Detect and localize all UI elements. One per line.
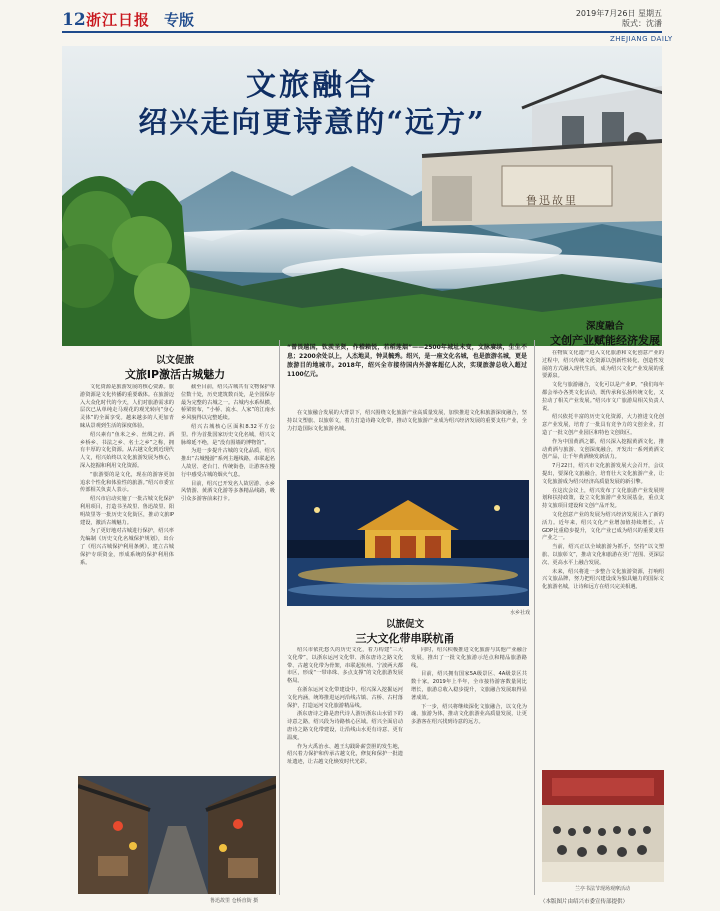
- middle-lead-2: [287, 410, 527, 434]
- hero-banner: [62, 46, 662, 346]
- paragraph: 在物质文化遗产进入文化旅游和文化创意产业的过程中，绍兴传统文化资源以创新性转化、创造性发展的方式融入现代生活，成为绍兴文化产业发展的重要源泉。: [542, 350, 664, 380]
- paragraph: 文化创意产业的发展为绍兴经济发展注入了新的活力。近年来，绍兴文化产业增加值持续增长，占GDP比重稳步提升，文化产业已成为绍兴的重要支柱产业之一。: [542, 511, 664, 542]
- right-kicker: 深度融合: [585, 321, 624, 332]
- masthead: [62, 8, 662, 30]
- left-photo-street: [78, 776, 276, 894]
- paragraph: 为进一步提升古城的文化品质，绍兴推出“古城慢游”系列主题线路，串联起名人故居、老台门、传统街巷，让游客在慢行中感受古城的烟火气息。: [181, 448, 275, 478]
- paragraph: 为了更好地对古城进行保护，绍兴率先编制《历史文化名城保护规划》，出台了《绍兴古城保护利用条例》，建立古城保护专项资金，形成系统的保护利用体系。: [80, 528, 174, 566]
- column-divider: [279, 340, 280, 895]
- paragraph: 文化资源是旅游发展的核心资源。旅游资源是文化传播的重要载体。在旅游迈入大众化时代的今天，人们对旅游需求的层次已从单纯走马观花的观光转向“身心灵体”的全面享受。越来越多的人更加青睐从景观到生活的深度体验。: [80, 384, 174, 429]
- section-label: 专版: [164, 11, 195, 29]
- photo-credit-note: （本版图片由绍兴市委宣传部提供）: [540, 899, 629, 905]
- middle-lead: “曾畏越国，钦羡圣贤，作稽赖悦，若稻莲烟”——2500年城址未变，文脉赓续，生生不息；2200余处以上，人杰地灵，钟灵毓秀。绍兴，是一座文化名城，也是旅游名城，更是旅游目的地城市。2018年，绍兴全市接待国内外游客超亿人次，实现旅游总收入超过1100亿元。: [287, 344, 527, 378]
- paragraph: 作为大禹治水、越王勾践卧薪尝胆的发生地，绍兴着力保护和传承古越文化，修复和保护一批遗址遗迹，让古越文化焕发时代光彩。: [287, 743, 403, 766]
- paragraph: 截至目前，绍兴古城共有文物保护单位数十处，历史建筑数百处，是全国保存最为完整的古城之一。古城内水系纵横、桥梁密布，“小桥、流水、人家”的江南水乡风貌得以完整延续。: [181, 384, 275, 422]
- left-kicker: 以文促旅: [155, 355, 194, 366]
- paragraph: 绍兴市依托悠久的历史文化，着力构建“三大文化带”，以浙东运河文化带、浙东唐诗之路文化带、古越文化带为骨架，串联起杭州、宁波两大都市区，形成“一带串珠、多点支撑”的文化旅游发展格局。: [287, 647, 403, 685]
- middle-photo-stage: [287, 480, 529, 606]
- hero-title-line2: 绍兴走向更诗意的“远方”: [138, 105, 486, 139]
- paragraph: 下一步，绍兴将继续深化文旅融合，以文化为魂、旅游为体，推动文化旅游业高质量发展，让更多游客在绍兴找到诗意的远方。: [411, 703, 527, 726]
- right-photo-event: [542, 770, 664, 882]
- right-photo-caption: 兰亭书法节现场观摩活动: [575, 886, 631, 892]
- edition-credit: 版式：沈潘: [622, 19, 662, 28]
- paragraph: 在这次会议上，绍兴发布了文化旅游产业发展规划和扶持政策，设立文化旅游产业发展基金，重点支持文旅项目建设和文创产品开发。: [542, 487, 664, 510]
- right-column: [542, 350, 664, 765]
- middle-column-2: [411, 647, 527, 895]
- middle-kicker: 以旅促文: [385, 619, 424, 630]
- middle-column-1: [287, 647, 403, 895]
- issue-date: 2019年7月26日 星期五: [575, 9, 662, 18]
- middle-photo-credit: 水乡社戏: [510, 610, 531, 616]
- hero-title-line1: 文旅融合: [246, 68, 378, 103]
- paragraph: 作为中国黄酒之都，绍兴深入挖掘黄酒文化，推动黄酒与旅游、文创深度融合，开发出一系列黄酒文创产品，让千年黄酒焕发新活力。: [542, 438, 664, 461]
- paragraph: 绍兴依托丰富的历史文化资源，大力推进文化创意产业发展，培育了一批具有竞争力的文创企业，打造了一批文创产业园区和特色文创街区。: [542, 414, 664, 436]
- page-number: 12: [62, 10, 86, 30]
- right-headline: 文创产业赋能经济发展: [550, 334, 660, 347]
- paragraph: 在文旅融合发展的大背景下，绍兴围绕文化旅游产业高质量发展，加快推进文化和旅游深度融合，坚持以文塑旅、以旅彰文，着力打造诗路文化带，推动文化旅游产业成为绍兴经济发展的重要支柱产业，全力打造国际文化旅游名城。: [287, 410, 527, 432]
- gate-sign-text: 鲁迅故里: [526, 194, 578, 207]
- english-masthead: ZHEJIANG DAILY: [610, 35, 673, 43]
- masthead-rule: [62, 31, 662, 33]
- left-photo-caption: 鲁迅故里 仓桥直街 摄: [210, 898, 259, 904]
- paragraph: 浙东唐诗之路是唐代诗人游历浙东山水留下的诗意之路，绍兴段为诗路核心区域。绍兴全面启动唐诗之路文化带建设，让沿线山水更有诗意、更有温度。: [287, 711, 403, 741]
- paragraph: 未来，绍兴将进一步整合文化旅游资源，打响绍兴文旅品牌，努力把绍兴建设成为独具魅力的国际文化旅游名城，让诗和远方在绍兴完美相遇。: [542, 568, 664, 591]
- paragraph: 目前，绍兴拥有国家5A级景区、4A级景区共数十家。2019年上半年，全市接待游客数量同比增长，旅游总收入稳步提升，文旅融合发展取得显著成效。: [411, 671, 527, 701]
- paragraph: 当前，绍兴正以全域旅游为抓手，坚持“以文塑旅、以旅彰文”，推动文化和旅游在更广范围、更深层次、更高水平上融合发展。: [542, 544, 664, 566]
- paragraph: 绍兴市启动实施了一批古城文化保护利用项目，打造书圣故里、鲁迅故里、阳明故里等一批历史文化街区，推动文旅IP建设，激活古城魅力。: [80, 496, 174, 526]
- paragraph: “旅游要的是文化，现在的游客更加追求个性化和体验性的旅游。”绍兴市委宣传部相关负责人表示。: [80, 471, 174, 494]
- paragraph: 目前，绍兴已开发名人故居游、水乡风情游、黄酒文化游等多条精品线路，吸引众多游客前来打卡。: [181, 480, 275, 503]
- column-divider: [534, 340, 535, 895]
- paragraph: 同时，绍兴积极推进文化旅游与其他产业融合发展，推出了一批文化旅游示范点和精品旅游路线。: [411, 647, 527, 669]
- left-column-2: [181, 384, 275, 772]
- left-column-1: [80, 384, 174, 772]
- paragraph: 7月22日，绍兴市文化旅游发展大会召开，会议提出，要深化文旅融合，培育壮大文化旅游产业，让文化旅游成为绍兴经济高质量发展的新引擎。: [542, 463, 664, 485]
- paragraph: 文化与旅游融合，文化可以是产业IP，“我们每年都会举办各类文化活动，既传承和弘扬传统文化，又拉动了相关产业发展。”绍兴市文广旅游局相关负责人说。: [542, 382, 664, 412]
- paragraph: 在浙东运河文化带建设中，绍兴深入挖掘运河文化内涵，统筹推进运河沿线古镇、古桥、古村落保护，打造运河文化旅游精品线。: [287, 686, 403, 709]
- paragraph: 绍兴古城核心区面积8.32平方公里。作为首批国家历史文化名城，绍兴文脉绵延不绝，是“没有围墙的博物馆”。: [181, 423, 275, 446]
- newspaper-logo: 浙江日报: [86, 11, 151, 29]
- left-headline: 文旅IP激活古城魅力: [124, 368, 226, 381]
- paragraph: 绍兴素有“鱼米之乡、丝绸之府、酒乡桥乡、书法之乡、名士之乡”之称，拥有丰厚的文化资源。从古越文化到近现代人文，绍兴始终以文化旅游发展为核心，深入挖掘和利用文化资源。: [80, 431, 174, 469]
- middle-headline: 三大文化带串联杭甬: [355, 632, 455, 645]
